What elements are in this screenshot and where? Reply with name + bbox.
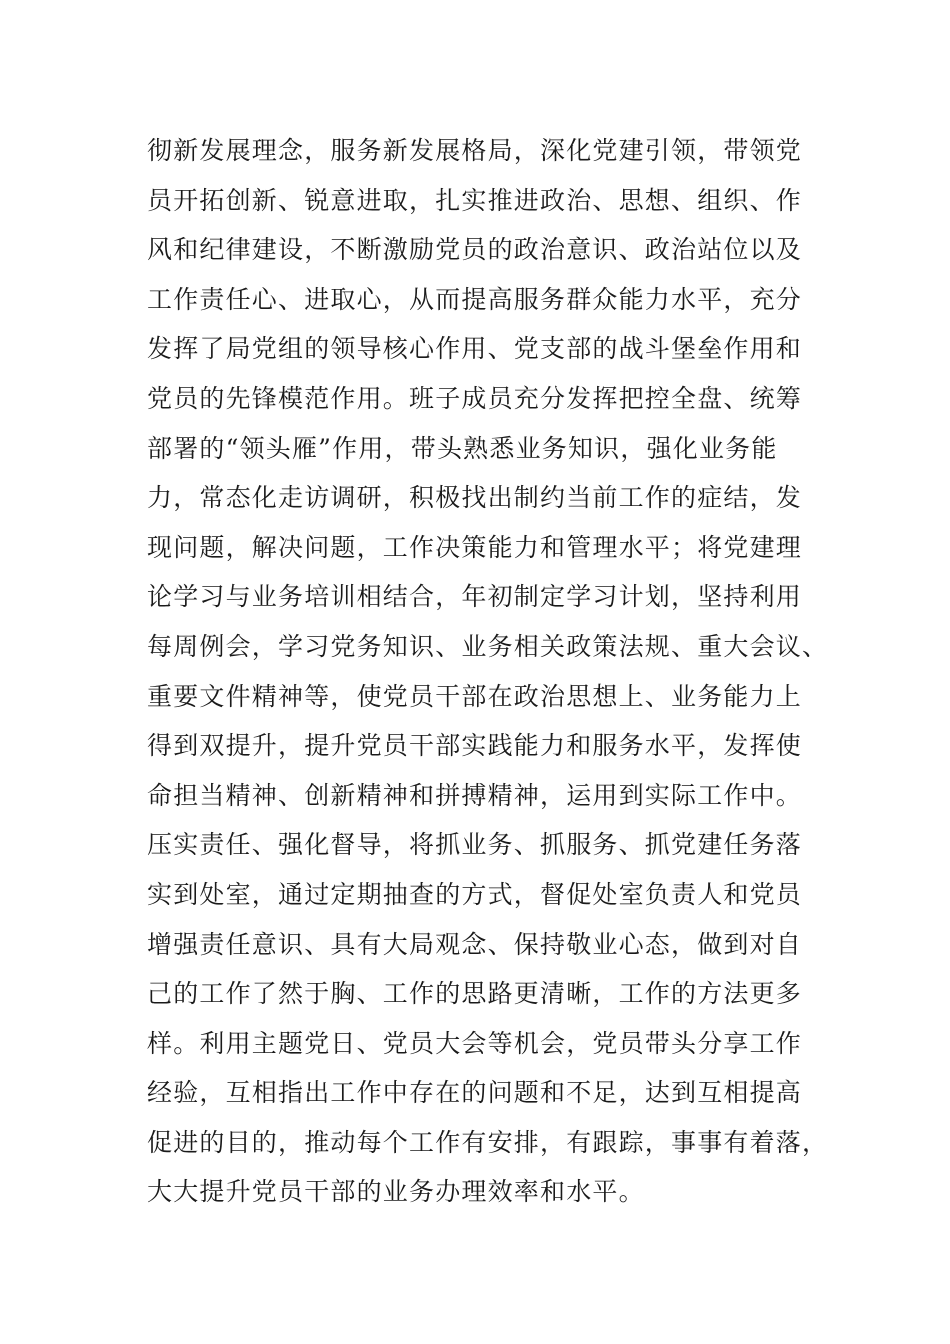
text-line: 实到处室，通过定期抽查的方式，督促处室负责人和党员	[147, 879, 803, 909]
text-line: 工作责任心、进取心，从而提高服务群众能力水平，充分	[147, 284, 803, 314]
text-line: 得到双提升，提升党员干部实践能力和服务水平，发挥使	[147, 731, 803, 761]
text-line: 党员的先锋模范作用。班子成员充分发挥把控全盘、统筹	[147, 383, 803, 413]
text-line: 经验，互相指出工作中存在的问题和不足，达到互相提高	[147, 1078, 803, 1108]
text-line: 重要文件精神等，使党员干部在政治思想上、业务能力上	[147, 681, 803, 711]
text-line: 压实责任、强化督导，将抓业务、抓服务、抓党建任务落	[147, 830, 803, 860]
text-line: 命担当精神、创新精神和拼搏精神，运用到实际工作中。	[147, 780, 803, 810]
text-line: 己的工作了然于胸、工作的思路更清晰，工作的方法更多	[147, 979, 803, 1009]
text-line: 每周例会，学习党务知识、业务相关政策法规、重大会议、	[147, 631, 829, 661]
text-line: 员开拓创新、锐意进取，扎实推进政治、思想、组织、作	[147, 185, 803, 215]
text-line: 部署的“领头雁”作用，带头熟悉业务知识，强化业务能	[147, 433, 778, 463]
body-text	[147, 126, 829, 1217]
text-line: 增强责任意识、具有大局观念、保持敬业心态，做到对自	[147, 929, 803, 959]
text-line: 彻新发展理念，服务新发展格局，深化党建引领，带领党	[147, 136, 803, 165]
text-line: 风和纪律建设，不断激励党员的政治意识、政治站位以及	[147, 235, 803, 265]
text-line: 现问题，解决问题，工作决策能力和管理水平；将党建理	[147, 532, 803, 562]
text-line: 大大提升党员干部的业务办理效率和水平。	[147, 1177, 645, 1207]
text-line: 论学习与业务培训相结合，年初制定学习计划，坚持利用	[147, 582, 803, 612]
text-line: 力，常态化走访调研，积极找出制约当前工作的症结，发	[147, 483, 803, 513]
text-line: 促进的目的，推动每个工作有安排，有跟踪，事事有着落，	[147, 1127, 829, 1157]
text-line: 样。利用主题党日、党员大会等机会，党员带头分享工作	[147, 1028, 803, 1058]
text-line: 发挥了局党组的领导核心作用、党支部的战斗堡垒作用和	[147, 334, 803, 364]
